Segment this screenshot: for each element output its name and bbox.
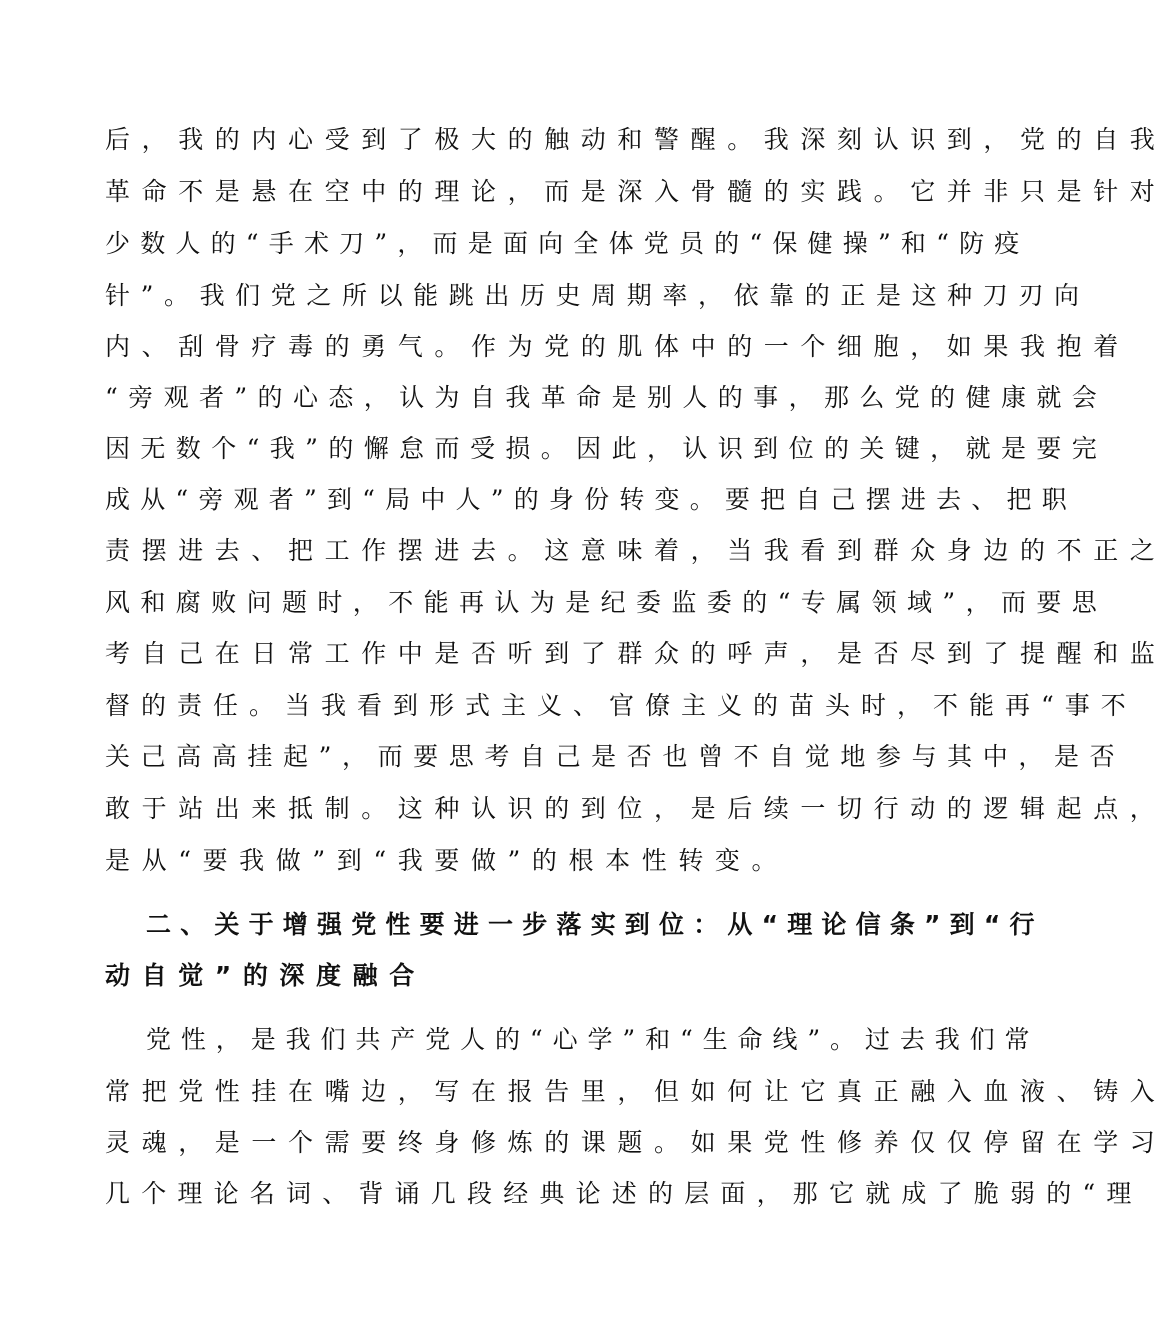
paragraph-1-line-5: 内、刮骨疗毒的勇气。作为党的肌体中的一个细胞，如果我抱着 <box>105 332 1130 361</box>
section-heading-line-2: 动自觉”的深度融合 <box>105 961 426 990</box>
paragraph-1-line-2: 革命不是悬在空中的理论，而是深入骨髓的实践。它并非只是针对 <box>105 177 1166 206</box>
paragraph-2-line-3: 灵魂，是一个需要终身修炼的课题。如果党性修养仅仅停留在学习 <box>105 1128 1166 1157</box>
paragraph-2-line-1: 党性，是我们共产党人的“心学”和“生命线”。过去我们常 <box>146 1025 1040 1054</box>
paragraph-1-line-11: 考自己在日常工作中是否听到了群众的呼声，是否尽到了提醒和监 <box>105 639 1166 668</box>
paragraph-1-line-7: 因无数个“我”的懈怠而受损。因此，认识到位的关键，就是要完 <box>105 434 1108 463</box>
paragraph-1-line-6: “旁观者”的心态，认为自我革命是别人的事，那么党的健康就会 <box>105 383 1108 412</box>
paragraph-1-line-15: 是从“要我做”到“我要做”的根本性转变。 <box>105 846 789 875</box>
paragraph-1-line-13: 关己高高挂起”，而要思考自己是否也曾不自觉地参与其中，是否 <box>105 742 1126 771</box>
paragraph-1-line-4: 针”。我们党之所以能跳出历史周期率，依靠的正是这种刀刃向 <box>105 281 1090 310</box>
paragraph-2-line-2: 常把党性挂在嘴边，写在报告里，但如何让它真正融入血液、铸入 <box>105 1077 1166 1106</box>
paragraph-1-line-12: 督的责任。当我看到形式主义、官僚主义的苗头时，不能再“事不 <box>105 691 1137 720</box>
paragraph-2-line-4: 几个理论名词、背诵几段经典论述的层面，那它就成了脆弱的“理 <box>105 1179 1143 1208</box>
paragraph-1-line-14: 敢于站出来抵制。这种认识的到位，是后续一切行动的逻辑起点， <box>105 794 1166 823</box>
section-heading-line-1: 二、关于增强党性要进一步落实到位：从“理论信条”到“行 <box>146 910 1044 939</box>
paragraph-1-line-1: 后，我的内心受到了极大的触动和警醒。我深刻认识到，党的自我 <box>105 125 1166 154</box>
paragraph-1-line-8: 成从“旁观者”到“局中人”的身份转变。要把自己摆进去、把职 <box>105 485 1077 514</box>
paragraph-1-line-10: 风和腐败问题时，不能再认为是纪委监委的“专属领域”，而要思 <box>105 588 1108 617</box>
paragraph-1-line-9: 责摆进去、把工作摆进去。这意味着，当我看到群众身边的不正之 <box>105 536 1166 565</box>
paragraph-1-line-3: 少数人的“手术刀”，而是面向全体党员的“保健操”和“防疫 <box>105 229 1030 258</box>
